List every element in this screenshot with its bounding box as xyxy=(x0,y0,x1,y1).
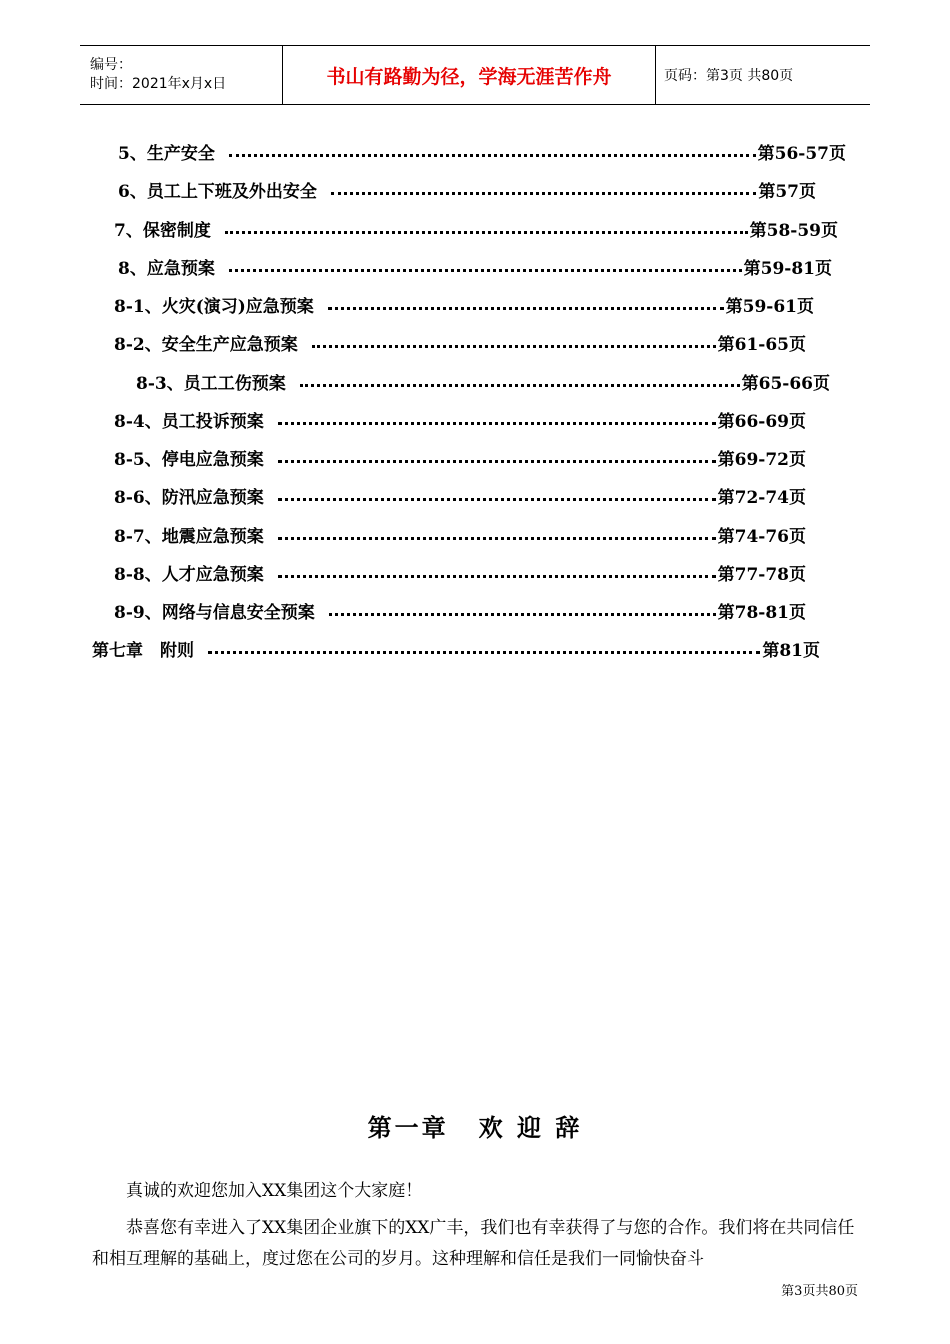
toc-label: 8-2、安全生产应急预案 xyxy=(114,335,298,355)
header-time: 时间：2021年x月x日 xyxy=(90,76,227,92)
toc-row xyxy=(118,254,832,280)
toc-page: 第56-57页 xyxy=(757,144,846,164)
toc-page: 第78-81页 xyxy=(717,603,806,623)
toc-leader xyxy=(331,192,757,195)
header-motto-cell xyxy=(282,46,656,104)
paragraph: 真诚的欢迎您加入XX集团这个大家庭！ xyxy=(92,1181,423,1201)
toc-label: 8-5、停电应急预案 xyxy=(114,450,264,470)
header-number: 编号： xyxy=(90,57,132,73)
header-motto: 书山有路勤为径，学海无涯苦作舟 xyxy=(326,65,612,88)
toc-page: 第58-59页 xyxy=(749,221,838,241)
toc-row xyxy=(136,369,830,395)
toc-leader xyxy=(329,613,716,616)
toc-row xyxy=(114,522,806,548)
toc-label: 8-7、地震应急预案 xyxy=(114,527,264,547)
toc-page: 第59-61页 xyxy=(725,297,814,317)
toc-leader xyxy=(208,651,760,654)
toc-row xyxy=(114,483,806,509)
toc-label: 8、应急预案 xyxy=(118,259,215,279)
toc-label: 8-4、员工投诉预案 xyxy=(114,412,264,432)
toc-row xyxy=(114,292,814,318)
chapter-number: 第一章 xyxy=(367,1113,449,1142)
toc-label: 8-9、网络与信息安全预案 xyxy=(114,603,315,623)
toc-leader xyxy=(312,345,716,348)
toc-page: 第59-81页 xyxy=(743,259,832,279)
toc-label: 6、员工上下班及外出安全 xyxy=(118,182,317,202)
page-footer: 第3页共80页 xyxy=(781,1284,858,1299)
toc-row xyxy=(114,330,806,356)
toc-row xyxy=(114,216,838,242)
toc-label: 8-3、员工工伤预案 xyxy=(136,374,286,394)
toc-page: 第65-66页 xyxy=(741,374,830,394)
toc-leader xyxy=(229,154,756,157)
toc-label: 8-1、火灾(演习)应急预案 xyxy=(114,297,314,317)
toc-leader xyxy=(300,384,740,387)
toc-label: 7、保密制度 xyxy=(114,221,211,241)
toc-leader xyxy=(278,537,716,540)
toc-row xyxy=(114,560,806,586)
page-header xyxy=(80,45,870,105)
header-page: 页码：第3页 共80页 xyxy=(664,68,794,84)
toc-leader xyxy=(278,498,716,501)
toc-leader xyxy=(278,460,716,463)
chapter-name: 欢 迎 辞 xyxy=(478,1113,583,1142)
toc-label: 8-6、防汛应急预案 xyxy=(114,488,264,508)
toc-row xyxy=(114,445,806,471)
toc-page: 第74-76页 xyxy=(717,527,806,547)
toc-row xyxy=(114,598,806,624)
toc-leader xyxy=(278,575,716,578)
toc-row xyxy=(114,407,806,433)
toc-leader xyxy=(225,231,748,234)
chapter-title xyxy=(0,1108,950,1143)
toc-row xyxy=(92,636,820,662)
toc-leader xyxy=(278,422,716,425)
toc-page: 第57页 xyxy=(758,182,816,202)
header-meta xyxy=(80,46,282,104)
toc-label: 8-8、人才应急预案 xyxy=(114,565,264,585)
toc-label: 5、生产安全 xyxy=(118,144,215,164)
toc-leader xyxy=(229,269,742,272)
toc-page: 第66-69页 xyxy=(717,412,806,432)
toc-row xyxy=(118,177,816,203)
toc-page: 第77-78页 xyxy=(717,565,806,585)
toc-label: 第七章 附则 xyxy=(92,641,194,661)
toc-row xyxy=(118,139,846,165)
toc-page: 第61-65页 xyxy=(717,335,806,355)
toc-page: 第69-72页 xyxy=(717,450,806,470)
toc-page: 第72-74页 xyxy=(717,488,806,508)
toc-leader xyxy=(328,307,724,310)
toc-page: 第81页 xyxy=(762,641,820,661)
paragraph: 恭喜您有幸进入了XX集团企业旗下的XX广丰，我们也有幸获得了与您的合作。我们将在共同信任和相互理解的基础上，度过您在公司的岁月。这种理解和信任是我们一同愉快奋斗 xyxy=(92,1218,855,1269)
